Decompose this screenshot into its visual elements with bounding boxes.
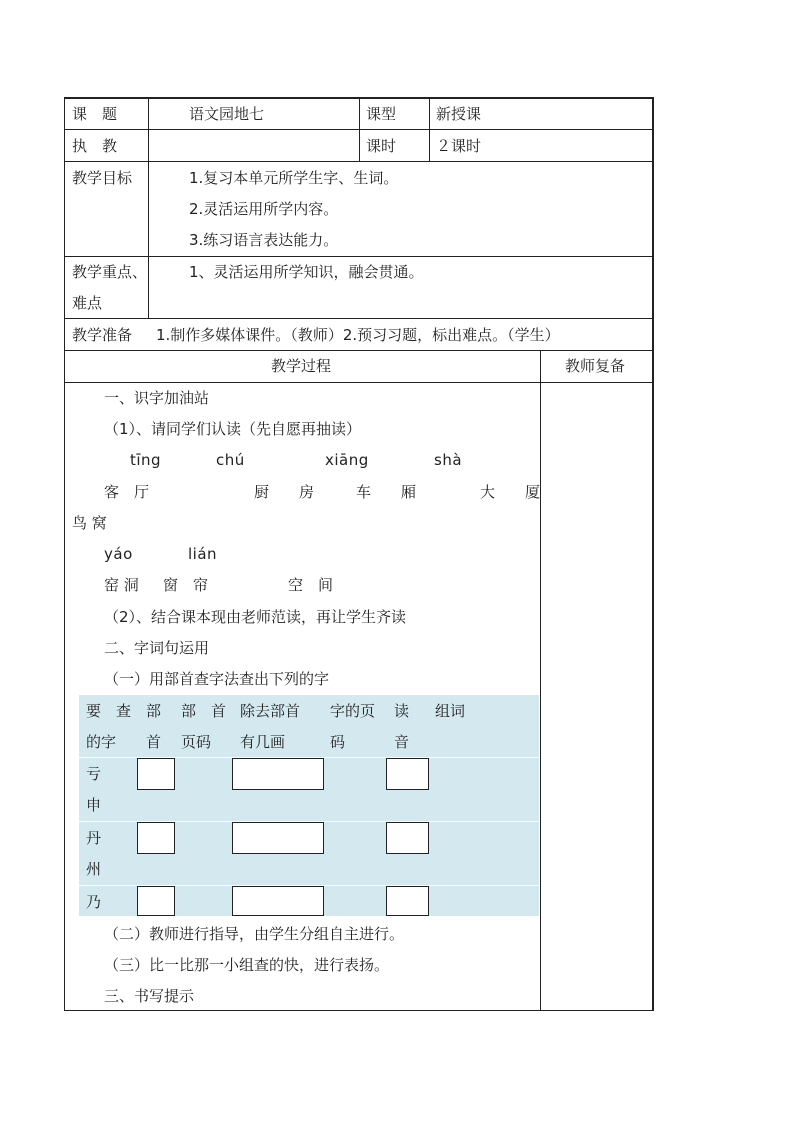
row-line — [64, 318, 654, 319]
word: 窗 帘 — [163, 576, 209, 594]
hours-label: 课时 — [366, 137, 397, 155]
type-value: 新授课 — [436, 105, 482, 123]
table-bottom-border — [64, 1010, 654, 1011]
answer-box[interactable] — [232, 822, 324, 854]
word: 空 间 — [288, 576, 334, 594]
goal-item: 2.灵活运用所学内容。 — [189, 200, 339, 218]
answer-box[interactable] — [386, 758, 429, 790]
prep-label: 教学准备 — [72, 326, 133, 344]
topic-label: 课 题 — [72, 105, 118, 123]
table-header: 字的页 — [330, 702, 376, 720]
row-line — [64, 256, 654, 257]
row-line — [64, 382, 654, 383]
answer-box[interactable] — [386, 886, 429, 916]
lookup-char: 乃 — [86, 893, 102, 911]
table-right-border — [652, 97, 654, 1011]
pinyin: xiāng — [325, 451, 369, 469]
table-header: 读 — [394, 702, 410, 720]
table-header: 音 — [394, 733, 410, 751]
focus-label-2: 难点 — [72, 294, 103, 312]
lookup-table — [79, 695, 539, 916]
row-line — [64, 350, 654, 351]
answer-box[interactable] — [137, 822, 175, 854]
col-line — [429, 97, 430, 161]
section2-para-3: （三）比一比那一小组查的快，进行表扬。 — [104, 956, 390, 974]
lookup-char: 亏 — [86, 765, 102, 783]
answer-box[interactable] — [232, 886, 324, 916]
table-header: 组词 — [435, 702, 466, 720]
table-header: 除去部首 — [240, 702, 301, 720]
process-header: 教学过程 — [271, 357, 332, 375]
answer-box[interactable] — [137, 886, 175, 916]
lookup-char: 申 — [86, 796, 102, 814]
hours-value: ２课时 — [436, 137, 482, 155]
goal-item: 3.练习语言表达能力。 — [189, 231, 339, 249]
goal-item: 1.复习本单元所学生字、生词。 — [189, 169, 399, 187]
answer-box[interactable] — [137, 758, 175, 790]
section1-para-2: （2）、结合课本现由老师范读，再让学生齐读 — [104, 608, 407, 626]
section2-title: 二、字词句运用 — [104, 639, 210, 657]
table-header: 码 — [330, 733, 346, 751]
pinyin: yáo — [104, 545, 133, 563]
section3-title: 三、书写提示 — [104, 987, 195, 1005]
word: 鸟 窝 — [72, 514, 107, 532]
word: 大 厦 — [480, 483, 541, 501]
lookup-char: 州 — [86, 860, 102, 878]
section1-title: 一、识字加油站 — [104, 389, 210, 407]
review-header: 教师复备 — [565, 357, 626, 375]
focus-label: 教学重点、 — [72, 263, 148, 281]
col-line — [148, 97, 149, 318]
section1-para: （1）、请同学们认读（先自愿再抽读） — [104, 420, 362, 438]
table-header: 有几画 — [240, 733, 286, 751]
table-header: 的字 — [86, 733, 117, 751]
teacher-label: 执 教 — [72, 137, 118, 155]
table-header: 要 查 — [86, 702, 132, 720]
word: 厨 房 — [254, 483, 315, 501]
pinyin: tīng — [130, 451, 162, 469]
table-header: 首 — [146, 733, 162, 751]
table-header: 部 首 — [181, 702, 227, 720]
goals-label: 教学目标 — [72, 169, 133, 187]
pinyin: lián — [188, 545, 218, 563]
answer-box[interactable] — [386, 822, 429, 854]
prep-text: 1.制作多媒体课件。（教师）2.预习习题，标出难点。（学生） — [156, 326, 560, 344]
word: 车 厢 — [356, 483, 417, 501]
table-header: 部 — [146, 702, 162, 720]
col-line — [359, 97, 360, 161]
type-label: 课型 — [366, 105, 397, 123]
table-header: 页码 — [181, 733, 212, 751]
section2-para: （一）用部首查字法查出下列的字 — [104, 670, 330, 688]
row-line — [64, 161, 654, 162]
col-line — [540, 350, 541, 1011]
pinyin: shà — [434, 451, 463, 469]
topic-value: 语文园地七 — [189, 105, 265, 123]
focus-text: 1、灵活运用所学知识，融会贯通。 — [189, 263, 424, 281]
lookup-char: 丹 — [86, 829, 102, 847]
pinyin: chú — [216, 451, 245, 469]
answer-box[interactable] — [232, 758, 324, 790]
word: 客 厅 — [104, 483, 150, 501]
word: 窑 洞 — [104, 576, 139, 594]
section2-para-2: （二）教师进行指导，由学生分组自主进行。 — [104, 925, 405, 943]
table-left-border — [64, 97, 65, 1011]
